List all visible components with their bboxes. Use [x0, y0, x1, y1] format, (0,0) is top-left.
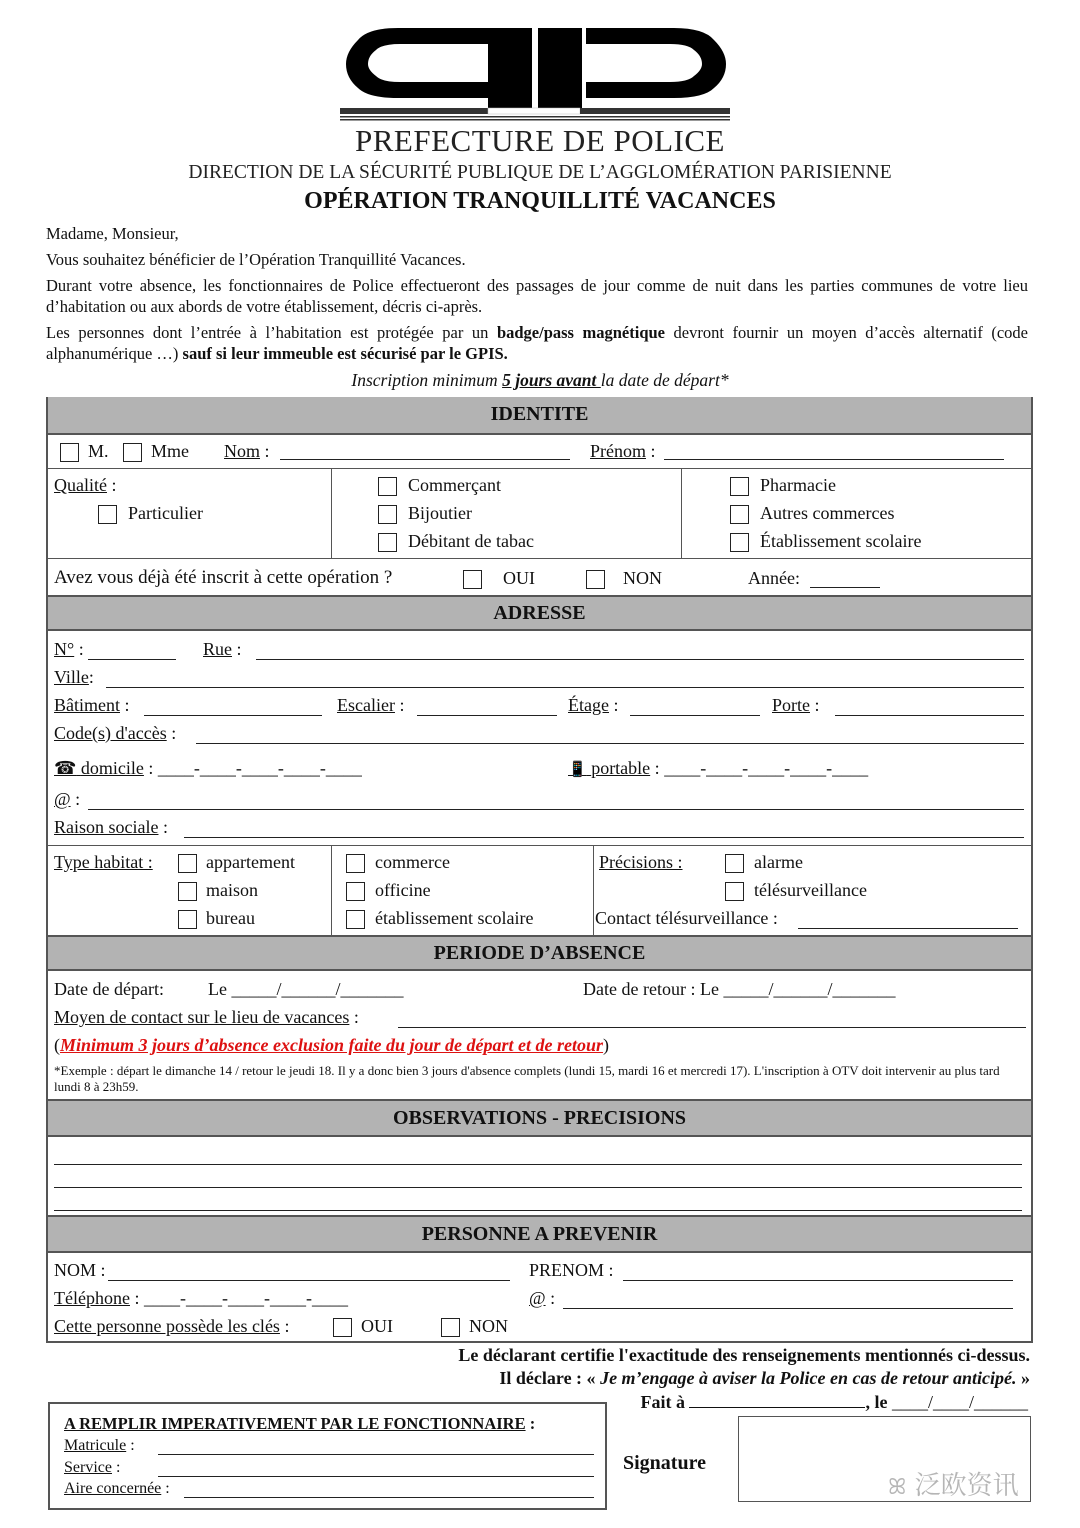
checkbox-alarme[interactable]	[725, 854, 744, 873]
checkbox-cles-non[interactable]	[441, 1318, 460, 1337]
greeting: Madame, Monsieur,	[46, 224, 179, 243]
contact-telesurveillance-field[interactable]	[798, 928, 1018, 929]
checkbox-appartement[interactable]	[178, 854, 197, 873]
raison-sociale-field[interactable]	[184, 837, 1024, 838]
numero-field[interactable]	[88, 659, 176, 660]
section-personne-prevenir: PERSONNE A PREVENIR	[48, 1215, 1031, 1253]
etage-field[interactable]	[630, 715, 760, 716]
prefecture-logo-icon	[338, 22, 732, 122]
operation-title: OPÉRATION TRANQUILLITÉ VACANCES	[304, 188, 776, 214]
checkbox-habitat-etablissement-scolaire[interactable]	[346, 910, 365, 929]
checkbox-cles-oui[interactable]	[333, 1318, 352, 1337]
signature-label: Signature	[623, 1452, 706, 1474]
intro-paragraph-1: Vous souhaitez bénéficier de l’Opération Tranquillité Vacances.	[46, 250, 466, 269]
batiment-field[interactable]	[144, 715, 322, 716]
type-habitat-label: Type habitat :	[54, 852, 153, 872]
nom-field[interactable]	[280, 459, 570, 460]
checkbox-officine[interactable]	[346, 882, 365, 901]
portable-label: 📱 portable : ____-____-____-____-____	[568, 758, 869, 778]
mobile-phone-icon: 📱	[568, 762, 587, 778]
otv-form: IDENTITE M. Mme Nom : Prénom : Qualité : Particulier Commerçant Bijoutier Débitant de tabac Pharmacie Autres commerces Établissement scolaire Avez vous déjà été inscrit à cette opération ? OUI NON Année: ADRESSE N° : Rue : Ville: Bâtiment : Escalier : Étage : Porte : Code(s) d'accès : ☎ domicile : ____-____-____-____-____ 📱 portable : ____-____-____-____-____ @ : Raison sociale : Type habitat : appartement maison bureau commerce officine établissement scolaire Précisions : alarme télésurveillance Contact télésurveillance : PERIODE D’ABSENCE Date de départ: Le _____/______/_______ Date de retour : Le _____/______/_______ Moyen de contact sur le lieu de vacances : (Minimum 3 jours d’absence exclusion faite du jour de départ et de retour) *Exemple : départ le dimanche 14 / retour le jeudi 18. Il y a donc bien 3 jours d'absence complets (lundi 15, mardi 16 et mercredi 17). L'inscription à OTV doit intervenir au plus tard lundi 8 à 23h59. OBSERVATIONS - PRECISIONS PERSONNE A PREVENIR NOM : PRENOM : Téléphone : ____-____-____-____-____ @ : Cette personne possède les clés : OUI NON	[46, 397, 1033, 1343]
rue-field[interactable]	[256, 659, 1024, 660]
section-adresse: ADRESSE	[48, 595, 1031, 631]
service-field[interactable]	[158, 1476, 594, 1477]
checkbox-particulier[interactable]	[98, 505, 117, 524]
annee-field[interactable]	[810, 587, 880, 588]
personne-telephone-field[interactable]: ____-____-____-____-____	[143, 1288, 348, 1308]
org-title: PREFECTURE DE POLICE	[355, 123, 725, 158]
observations-line-3[interactable]	[54, 1210, 1022, 1211]
exemple-note: *Exemple : départ le dimanche 14 / retour le jeudi 18. Il y a donc bien 3 jours d'absence complets (lundi 15, mardi 16 et mercredi 17). L'inscription à OTV doit intervenir au plus tard lundi 8 à 23h59.	[54, 1063, 1000, 1094]
checkbox-m[interactable]	[60, 443, 79, 462]
date-retour-field[interactable]: _____/______/_______	[723, 979, 896, 999]
ville-field[interactable]	[106, 687, 1024, 688]
porte-field[interactable]	[835, 715, 1024, 716]
fonctionnaire-box: A REMPLIR IMPERATIVEMENT PAR LE FONCTIONNAIRE : Matricule : Service : Aire concernée :	[48, 1402, 607, 1510]
personne-nom-field[interactable]	[108, 1280, 510, 1281]
qualite-row: Qualité : Particulier Commerçant Bijoutier Débitant de tabac Pharmacie Autres commerces Établissement scolaire	[48, 469, 1031, 559]
direction-title: DIRECTION DE LA SÉCURITÉ PUBLIQUE DE L’AGGLOMÉRATION PARISIENNE	[188, 162, 892, 183]
checkbox-maison[interactable]	[178, 882, 197, 901]
checkbox-commercant[interactable]	[378, 477, 397, 496]
intro-paragraph-2: Durant votre absence, les fonctionnaires de Police effectueront des passages de jour comme de nuit dans les parties communes de votre lieu d’habitation ou aux abords de votre établissement, décris ci-après.	[46, 276, 1028, 316]
section-periode-absence: PERIODE D’ABSENCE	[48, 935, 1031, 971]
matricule-field[interactable]	[158, 1454, 594, 1455]
checkbox-bijoutier[interactable]	[378, 505, 397, 524]
checkbox-commerce[interactable]	[346, 854, 365, 873]
checkbox-autres-commerces[interactable]	[730, 505, 749, 524]
checkbox-etablissement-scolaire[interactable]	[730, 533, 749, 552]
fait-a-row: Fait à , le ____/____/______	[640, 1392, 1028, 1412]
observations-line-1[interactable]	[54, 1164, 1022, 1165]
fait-le-date-field[interactable]: ____/____/______	[891, 1392, 1028, 1412]
personne-email-field[interactable]	[563, 1308, 1013, 1309]
contact-vacances-field[interactable]	[398, 1027, 1026, 1028]
aire-concernee-field[interactable]	[184, 1497, 594, 1498]
identity-name-row: M. Mme Nom : Prénom :	[48, 435, 1031, 469]
checkbox-pharmacie[interactable]	[730, 477, 749, 496]
checkbox-debitant-tabac[interactable]	[378, 533, 397, 552]
deja-inscrit-row: Avez vous déjà été inscrit à cette opération ? OUI NON Année:	[48, 559, 1031, 595]
wechat-icon: ꕤ	[888, 1475, 907, 1500]
intro-paragraph-3: Les personnes dont l’entrée à l’habitation est protégée par un badge/pass magnétique devront fournir un moyen d’accès alternatif (code alphanumérique …) sauf si leur immeuble est sécurisé par le GPIS.	[46, 323, 1029, 363]
inscription-notice: Inscription minimum 5 jours avant la date de départ*	[351, 370, 729, 390]
checkbox-deja-oui[interactable]	[463, 570, 482, 589]
checkbox-bureau[interactable]	[178, 910, 197, 929]
fait-a-field[interactable]	[689, 1392, 865, 1408]
portable-phone-field[interactable]: ____-____-____-____-____	[664, 758, 869, 778]
escalier-field[interactable]	[417, 715, 557, 716]
telephone-icon: ☎	[54, 758, 77, 778]
certification-statement: Le déclarant certifie l'exactitude des renseignements mentionnés ci-dessus.	[458, 1345, 1030, 1365]
watermark: ꕤ 泛欧资讯	[888, 1471, 1019, 1501]
minimum-warning: (Minimum 3 jours d’absence exclusion faite du jour de départ et de retour)	[54, 1035, 610, 1055]
observations-line-2[interactable]	[54, 1187, 1022, 1188]
checkbox-mme[interactable]	[123, 443, 142, 462]
prenom-field[interactable]	[664, 459, 1004, 460]
checkbox-telesurveillance[interactable]	[725, 882, 744, 901]
email-field[interactable]	[88, 809, 1024, 810]
date-depart-field[interactable]: _____/______/_______	[231, 979, 404, 999]
declaration-statement: Il déclare : « Je m’engage à aviser la Police en cas de retour anticipé. »	[499, 1368, 1030, 1388]
section-identite: IDENTITE	[48, 397, 1031, 435]
section-observations: OBSERVATIONS - PRECISIONS	[48, 1099, 1031, 1137]
type-habitat-row: Type habitat : appartement maison bureau commerce officine établissement scolaire Précisions : alarme télésurveillance Contact télésurveillance :	[48, 845, 1031, 937]
domicile-label: ☎ domicile : ____-____-____-____-____	[54, 758, 362, 778]
checkbox-deja-non[interactable]	[586, 570, 605, 589]
personne-prenom-field[interactable]	[623, 1280, 1013, 1281]
domicile-phone-field[interactable]: ____-____-____-____-____	[157, 758, 362, 778]
codes-acces-field[interactable]	[196, 743, 1024, 744]
